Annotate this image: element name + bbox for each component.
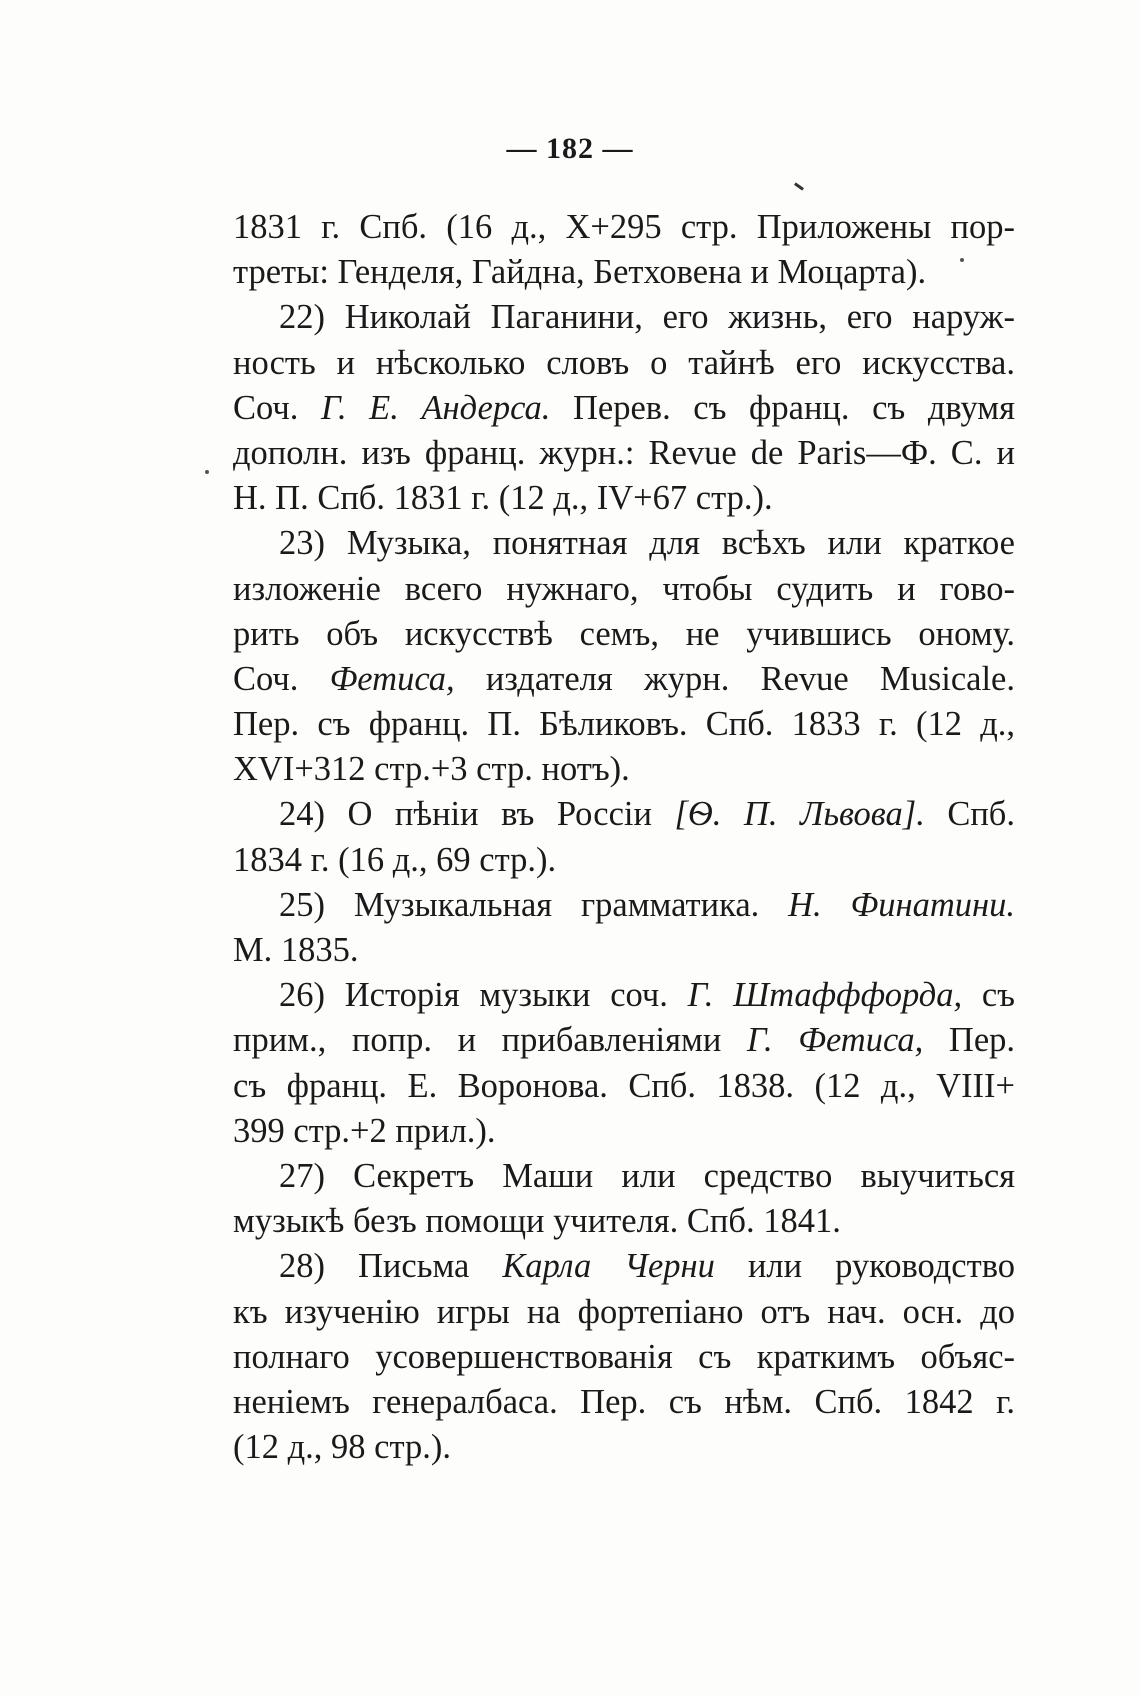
text-line [233,1154,1015,1199]
text-line [233,1109,1015,1154]
text-segment: полнаго усовершенствованія съ краткимъ объяс- [233,1337,1015,1376]
text-segment: къ изученію игры на фортепіано отъ нач. осн. до [233,1292,1015,1331]
text-segment: 399 стр.+2 прил.). [233,1111,496,1150]
author-name: Г. Е. Андерса. [320,388,551,427]
text-segment: 28) Письма [279,1247,503,1286]
text-segment: 24) О пѣніи въ Россіи [279,795,675,834]
author-name: [Ѳ. П. Львова]. [674,795,925,834]
text-line [233,295,1015,340]
text-line [233,928,1015,973]
text-line [233,341,1015,386]
bibliography-entry-cont [233,205,1015,295]
text-line [233,521,1015,566]
text-line [233,1244,1015,1289]
text-line [233,431,1015,476]
text-segment: Н. П. Спб. 1831 г. (12 д., IV+67 стр.). [233,479,773,518]
author-name: Карла Черни [502,1247,715,1286]
text-line [233,747,1015,792]
bibliography-entry-22 [233,295,1015,521]
bibliography-text [233,205,1015,1470]
text-line [233,1018,1015,1063]
text-line [233,702,1015,747]
text-line [233,838,1015,883]
bibliography-entry-24 [233,792,1015,882]
author-name: Фетиса, [329,659,455,698]
bibliography-entry-28 [233,1244,1015,1470]
text-segment: 26) Исторія музыки соч. [279,976,688,1015]
text-line [233,1335,1015,1380]
text-line [233,973,1015,1018]
text-line [233,205,1015,250]
text-segment: прим., попр. и прибавленіями [233,1021,747,1060]
text-segment: Спб. [924,795,1015,834]
text-segment: музыкѣ безъ помощи учителя. Спб. 1841. [233,1202,841,1241]
text-line [233,1064,1015,1109]
text-segment: Пер. съ франц. П. Бѣликовъ. Спб. 1833 г. (12 д., [233,705,1015,744]
text-segment: Пер. [923,1021,1016,1060]
text-line [233,250,1015,295]
text-segment: съ франц. Е. Воронова. Спб. 1838. (12 д., VIII+ [233,1066,1015,1105]
text-segment: Соч. [233,659,330,698]
text-segment: издателя журн. Revue Musicale. [454,659,1015,698]
text-segment: XVI+312 стр.+3 стр. нотъ). [233,750,630,789]
text-line [233,567,1015,612]
print-mark [794,182,804,190]
author-name: Г. Штафффорда, [687,976,963,1015]
text-segment: М. 1835. [233,931,359,969]
text-segment: 25) Музыкальная грамматика. [279,885,789,924]
text-segment: треты: Генделя, Гайдна, Бетховена и Моцарта). [233,253,927,292]
text-segment: 1831 г. Спб. (16 д., X+295 стр. Приложены пор- [233,208,1015,246]
bibliography-entry-25 [233,883,1015,973]
text-segment: 27) Секретъ Маши или средство выучиться [279,1156,1015,1195]
author-name: Г. Фетиса, [746,1021,924,1060]
bibliography-entry-23 [233,521,1015,792]
text-segment: 22) Николай Паганини, его жизнь, его наруж- [279,298,1015,337]
text-line [233,657,1015,702]
text-segment: 23) Музыка, понятная для всѣхъ или краткое [279,524,1015,563]
text-line [233,792,1015,837]
text-line [233,1290,1015,1335]
text-line [233,1199,1015,1244]
text-segment: Соч. [233,388,321,427]
text-line [233,883,1015,928]
text-segment: дополн. изъ франц. журн.: Revue de Paris—Ф. С. и [233,433,1015,472]
bibliography-entry-26 [233,973,1015,1154]
text-segment: изложеніе всего нужнаго, чтобы судить и гово- [233,569,1015,608]
bibliography-entry-27 [233,1154,1015,1244]
text-segment: рить объ искусствѣ семъ, не учившись оному. [233,614,1015,653]
text-segment: неніемъ генералбаса. Пер. съ нѣм. Спб. 1842 г. [233,1382,1015,1421]
text-segment: Перев. съ франц. съ двумя [550,388,1015,427]
text-line [233,1380,1015,1425]
text-line [233,612,1015,657]
text-segment: съ [962,976,1016,1015]
print-speck [205,470,209,474]
text-segment: (12 д., 98 стр.). [233,1428,451,1467]
text-segment: ность и нѣсколько словъ о тайнѣ его искусства. [233,343,1015,382]
text-segment: 1834 г. (16 д., 69 стр.). [233,840,557,879]
author-name: Н. Финатини. [788,885,1016,924]
text-line [233,476,1015,521]
text-segment: или руководство [714,1247,1015,1286]
page-number: — 182 — [506,132,634,165]
text-line [233,1425,1015,1470]
text-line [233,386,1015,431]
